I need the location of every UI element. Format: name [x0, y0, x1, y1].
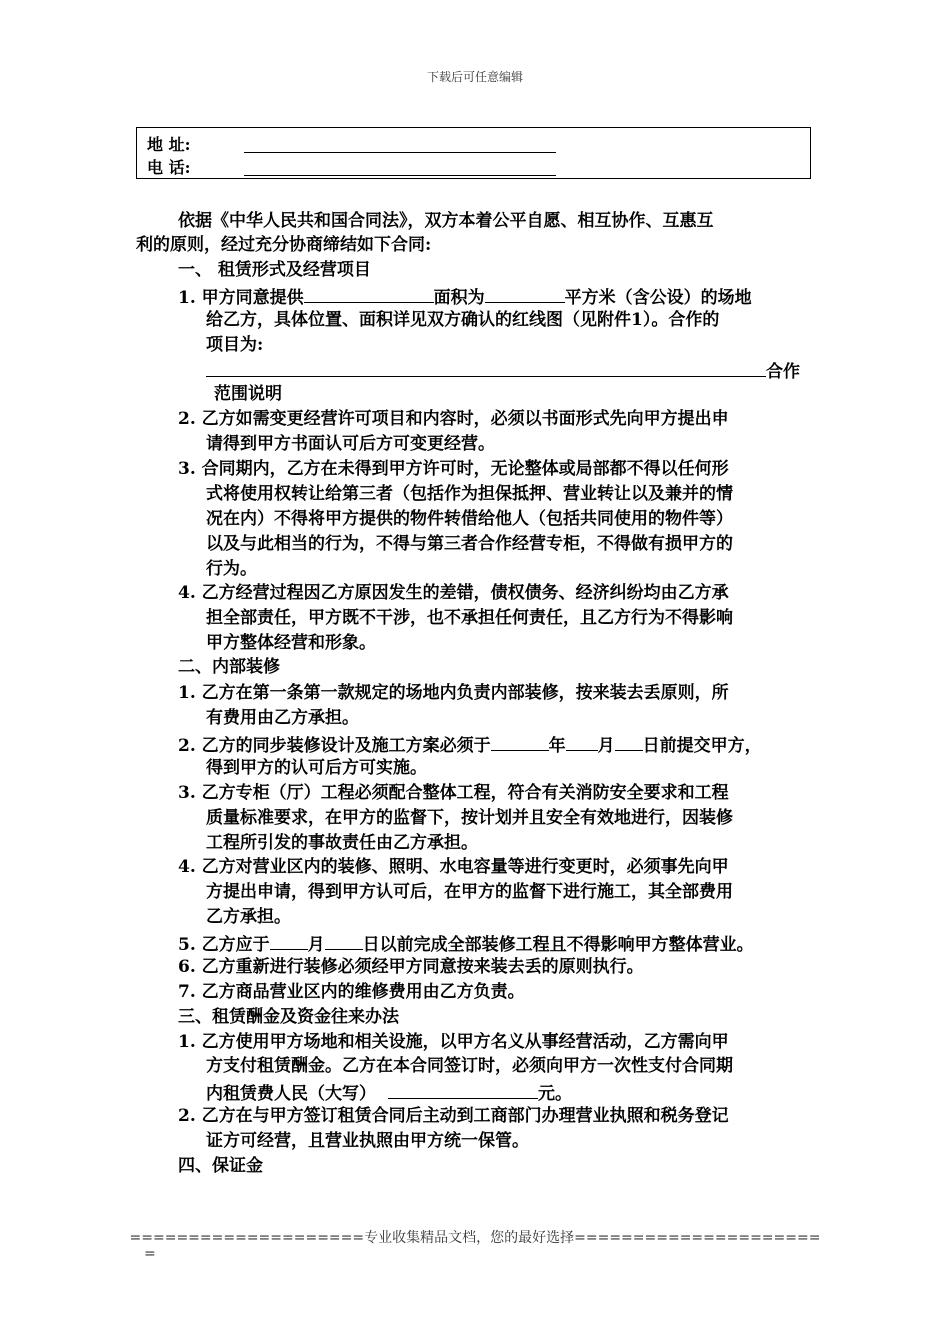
clause-3-1-amount: 内租赁费人民（大写） 元。 [206, 1080, 572, 1105]
text-line: 6. 乙方重新进行装修必须经甲方同意按来装去丢的原则执行。 [178, 957, 644, 977]
day-blank[interactable] [615, 732, 643, 751]
text-line: 工程所引发的事故责任由乙方承担。 [206, 833, 478, 853]
year-blank[interactable] [491, 732, 549, 751]
text-line: 以及与此相当的行为，不得与第三者合作经营专柜，不得做有损甲方的 [206, 534, 733, 554]
project-blank[interactable] [206, 358, 766, 377]
text-line: 依据《中华人民共和国合同法》，双方本着公平自愿、相互协作、互惠互 [178, 211, 714, 231]
address-label: 地 址: [147, 135, 191, 154]
text-line: 得到甲方的认可后方可实施。 [206, 758, 427, 778]
text-line: 有费用由乙方承担。 [206, 708, 359, 728]
phone-label: 电 话: [147, 158, 191, 177]
section-heading-2: 二、内部装修 [178, 657, 280, 677]
text-line: 给乙方，具体位置、面积详见双方确认的红线图（见附件1）。合作的 [206, 310, 720, 330]
text-line: 利的原则，经过充分协商缔结如下合同: [136, 235, 432, 255]
text-line: 质量标准要求，在甲方的监督下，按计划并且安全有效地进行，因装修 [206, 808, 733, 828]
text-line: 3. 合同期内，乙方在未得到甲方许可时，无论整体或局部都不得以任何形 [178, 459, 729, 479]
section-heading-3: 三、租赁酬金及资金往来办法 [178, 1007, 399, 1027]
text-line: 项目为: [206, 335, 264, 355]
address-row [147, 132, 233, 154]
text-line: 3. 乙方专柜（厅）工程必须配合整体工程，符合有关消防安全要求和工程 [178, 783, 729, 803]
text-line: 2. 乙方在与甲方签订租赁合同后主动到工商部门办理营业执照和税务登记 [178, 1106, 729, 1126]
project-line: 合作 [206, 358, 800, 383]
day-blank[interactable] [325, 931, 363, 950]
text-line: 7. 乙方商品营业区内的维修费用由乙方负责。 [178, 982, 525, 1002]
text-line: 方支付租赁酬金。乙方在本合同签订时，必须向甲方一次性支付合同期 [206, 1056, 733, 1076]
address-field[interactable] [244, 152, 556, 153]
text-line: 行为。 [206, 559, 257, 579]
contact-info-box [136, 127, 811, 179]
section-heading-1: 一、 租赁形式及经营项目 [178, 260, 371, 280]
text-line: 范围说明 [214, 384, 282, 404]
text-line: 4. 乙方对营业区内的装修、照明、水电容量等进行变更时，必须事先向甲 [178, 857, 729, 877]
page-footer: ====================专业收集精品文档，您的最好选择===================== [129, 1230, 821, 1246]
clause-1-1: 1. 甲方同意提供 面积为 平方米（含公设）的场地 [178, 284, 752, 309]
text-line: 1. 乙方在第一条第一款规定的场地内负责内部装修，按来装去丢原则，所 [178, 683, 729, 703]
text-line: 方提出申请，得到甲方认可后，在甲方的监督下进行施工，其全部费用 [206, 882, 733, 902]
clause-2-5: 5. 乙方应于 月 日以前完成全部装修工程且不得影响甲方整体营业。 [178, 931, 754, 956]
text-line: 甲方整体经营和形象。 [206, 633, 376, 653]
amount-blank[interactable] [388, 1080, 538, 1099]
text-line: 担全部责任，甲方既不干涉，也不承担任何责任，且乙方行为不得影响 [206, 608, 733, 628]
text-line: 请得到甲方书面认可后方可变更经营。 [206, 434, 495, 454]
phone-row [147, 155, 233, 177]
section-heading-4: 四、保证金 [178, 1156, 263, 1176]
clause-2-2: 2. 乙方的同步装修设计及施工方案必须于 年 月 日前提交甲方， [178, 732, 762, 757]
text-line: 2. 乙方如需变更经营许可项目和内容时，必须以书面形式先向甲方提出申 [178, 409, 729, 429]
text-line: 式将使用权转让给第三者（包括作为担保抵押、营业转让以及兼并的情 [206, 484, 733, 504]
text-line: 乙方承担。 [206, 907, 291, 927]
phone-field[interactable] [244, 175, 556, 176]
text-line: 4. 乙方经营过程因乙方原因发生的差错，债权债务、经济纠纷均由乙方承 [178, 583, 729, 603]
text-line: 证方可经营，且营业执照由甲方统一保管。 [206, 1131, 529, 1151]
page-footer-tail: = [144, 1246, 156, 1262]
venue-blank[interactable] [304, 284, 434, 303]
text-line: 况在内）不得将甲方提供的物件转借给他人（包括共同使用的物件等） [206, 509, 733, 529]
month-blank[interactable] [566, 732, 598, 751]
month-blank[interactable] [270, 931, 308, 950]
area-blank[interactable] [485, 284, 565, 303]
text-line: 1. 乙方使用甲方场地和相关设施，以甲方名义从事经营活动，乙方需向甲 [178, 1032, 729, 1052]
page-header: 下载后可任意编辑 [426, 70, 523, 84]
